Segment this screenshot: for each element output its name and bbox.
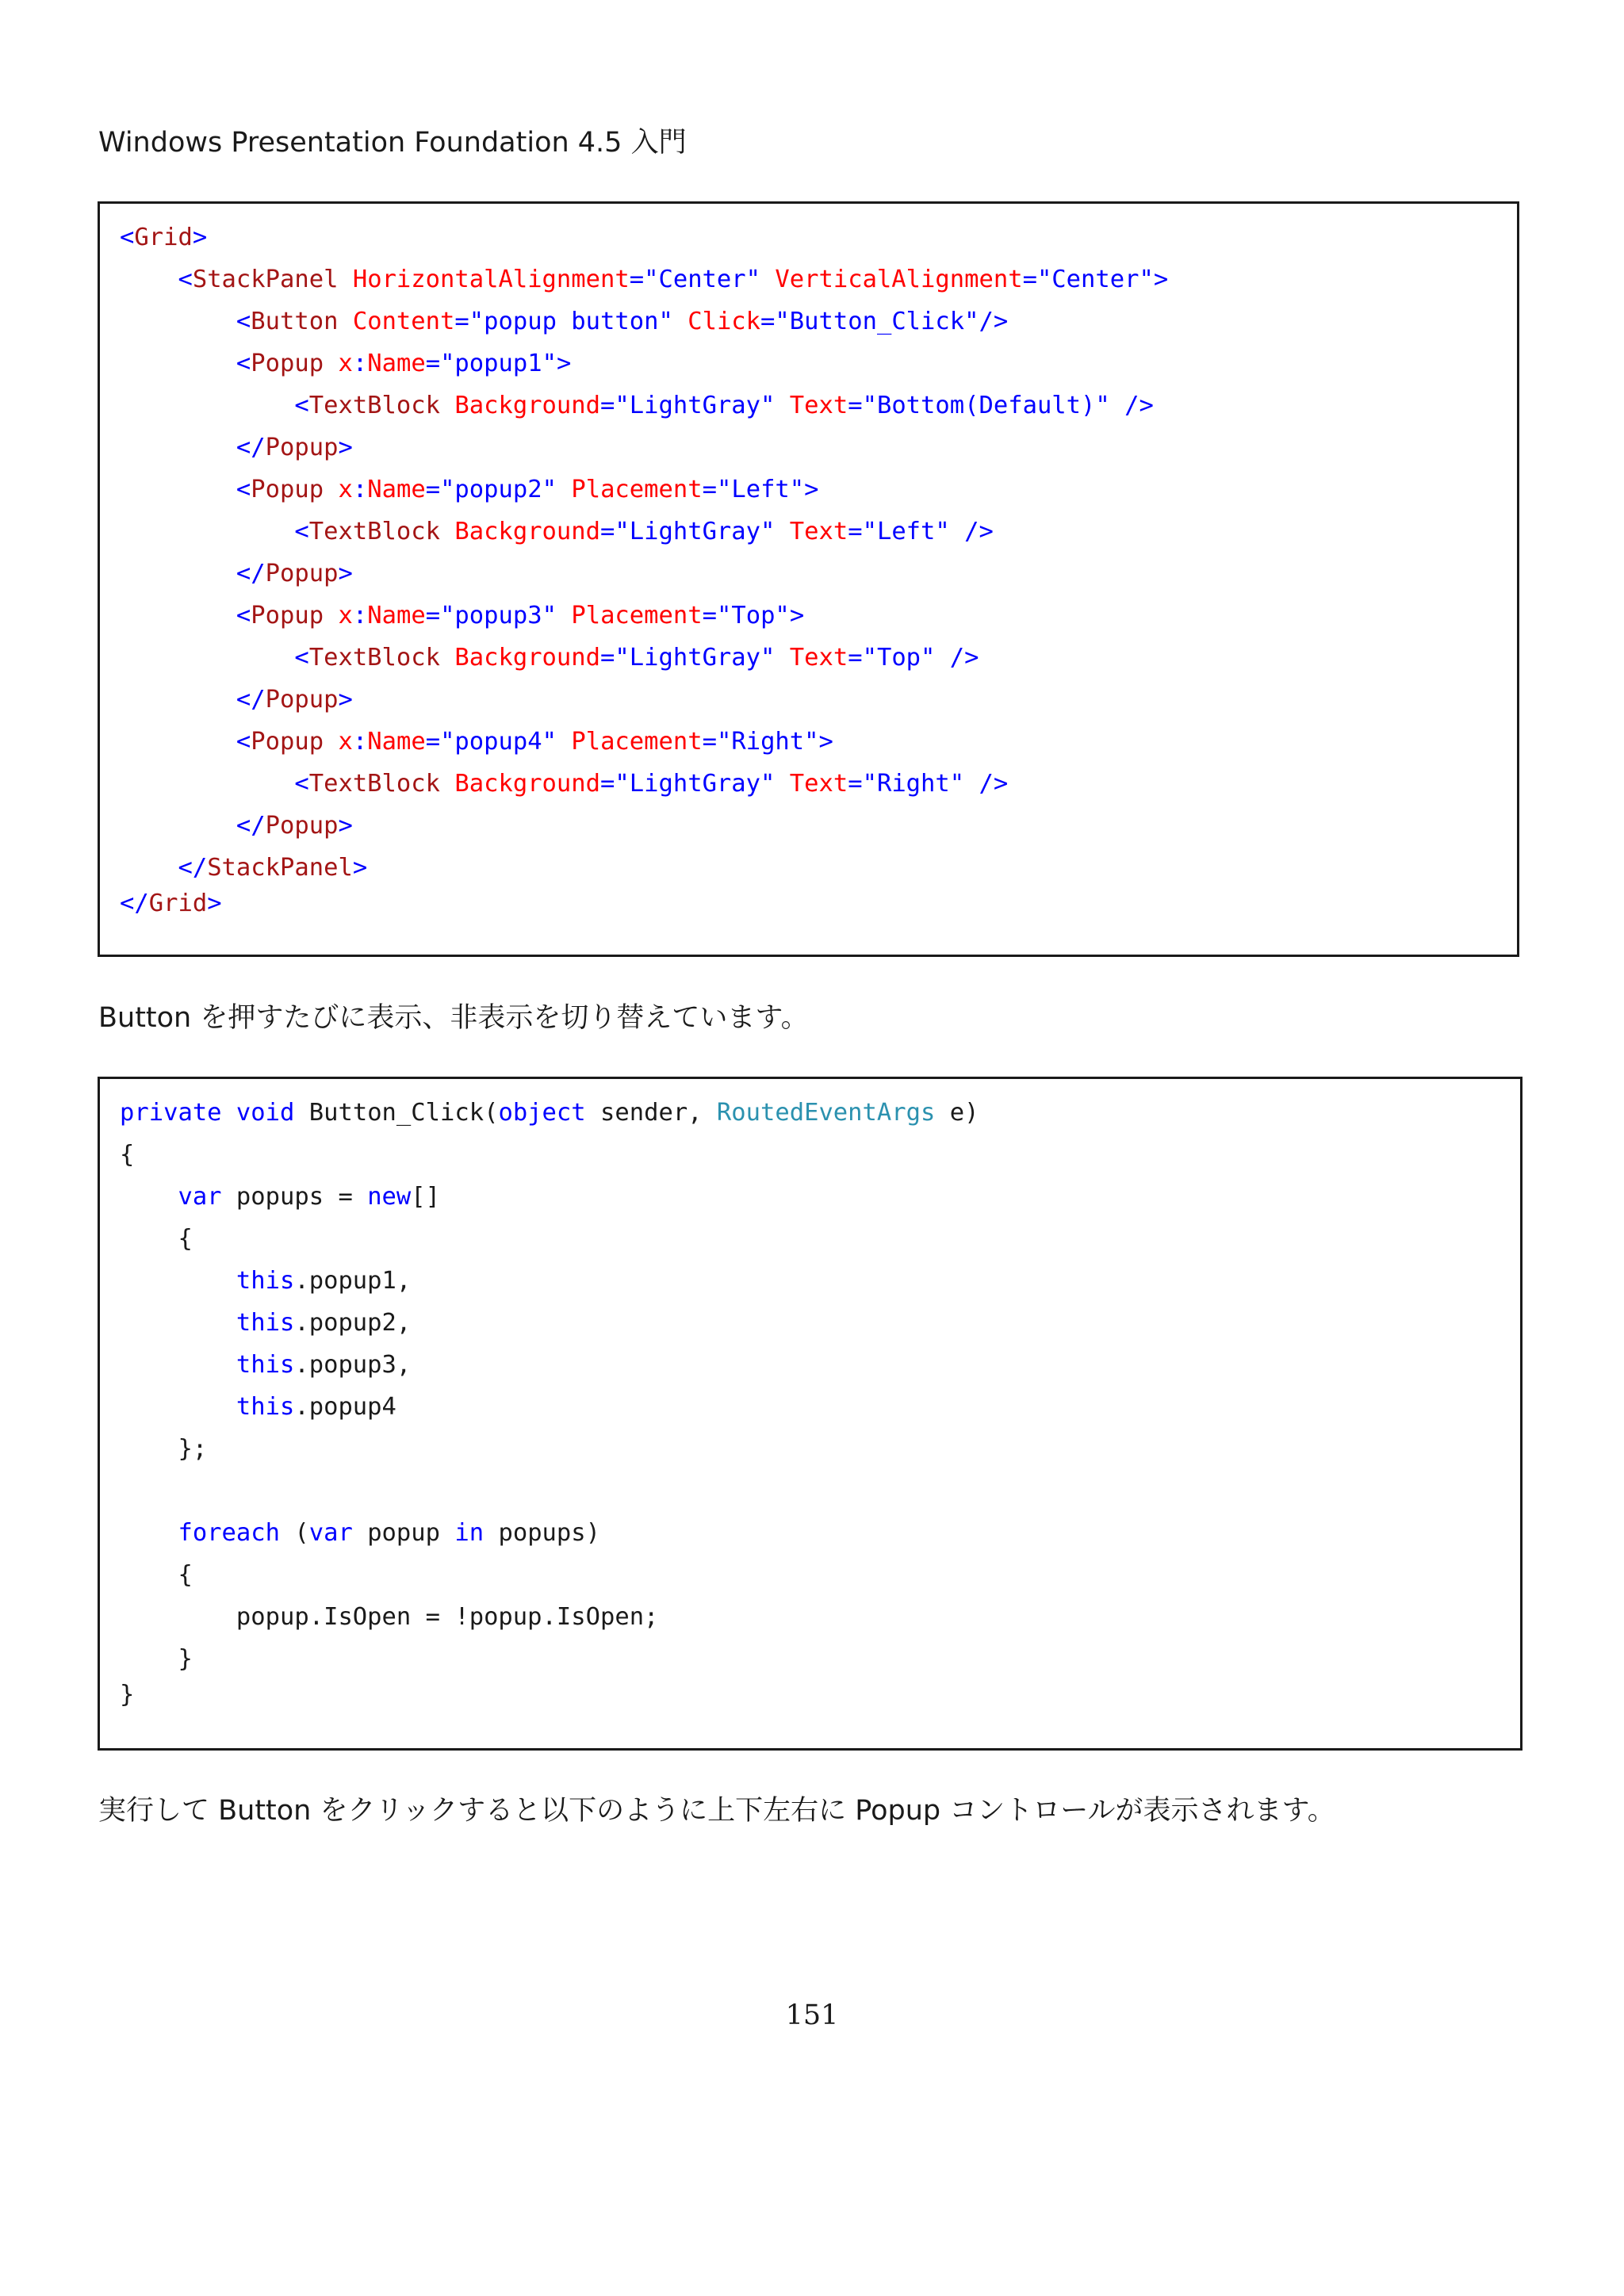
- paragraph-toggle-description: Button を押すたびに表示、非表示を切り替えています。: [98, 1002, 809, 1034]
- xaml-code-token: [338, 266, 352, 293]
- xaml-code-token: Background: [454, 770, 601, 798]
- xaml-code-token: [120, 518, 294, 545]
- csharp-code-line: [120, 1513, 600, 1554]
- csharp-code-token: foreach: [178, 1519, 280, 1547]
- csharp-code-token: private: [120, 1099, 222, 1127]
- csharp-code-token: in: [454, 1519, 485, 1547]
- xaml-code-token: TextBlock: [308, 392, 440, 419]
- xaml-code-token: Popup: [265, 686, 339, 714]
- xaml-code-token: <: [178, 266, 193, 293]
- xaml-code-token: "LightGray": [615, 392, 776, 419]
- csharp-code-token: popups =: [221, 1183, 368, 1211]
- xaml-code-token: HorizontalAlignment: [352, 266, 630, 293]
- csharp-code-line: [120, 1093, 979, 1134]
- xaml-code-token: "popup1": [440, 350, 557, 377]
- xaml-code-token: <: [294, 644, 309, 672]
- xaml-code-token: [557, 728, 571, 756]
- xaml-code-token: =: [454, 308, 469, 335]
- xaml-code-token: =: [848, 392, 863, 419]
- xaml-code-token: Name: [367, 602, 426, 629]
- xaml-code-token: Text: [789, 644, 848, 672]
- xaml-code-token: [120, 812, 236, 840]
- csharp-code-token: this: [236, 1267, 295, 1295]
- xaml-code-token: Text: [789, 518, 848, 545]
- csharp-code-token: this: [236, 1351, 295, 1379]
- csharp-code-token: this: [236, 1309, 295, 1337]
- xaml-code-line: [120, 343, 571, 385]
- xaml-code-token: =: [760, 308, 776, 335]
- xaml-code-token: >: [804, 476, 819, 503]
- xaml-code-token: :: [352, 602, 368, 629]
- xaml-code-token: =: [848, 518, 863, 545]
- xaml-code-token: </: [178, 854, 208, 882]
- csharp-code-token: [120, 1351, 236, 1379]
- xaml-code-token: />: [964, 518, 994, 545]
- xaml-code-token: [557, 602, 571, 629]
- csharp-code-line: [120, 1177, 440, 1218]
- xaml-code-token: Background: [454, 518, 601, 545]
- xaml-code-token: TextBlock: [308, 518, 440, 545]
- xaml-code-token: [120, 854, 178, 882]
- xaml-code-line: [120, 259, 1168, 300]
- csharp-code-token: .popup4: [294, 1393, 396, 1421]
- csharp-code-token: void: [236, 1099, 295, 1127]
- csharp-code-line: [120, 1597, 658, 1638]
- csharp-code-token: e): [935, 1099, 979, 1127]
- xaml-code-token: Background: [454, 392, 601, 419]
- xaml-code-line: [120, 721, 833, 763]
- xaml-code-token: Click: [688, 308, 761, 335]
- xaml-code-token: Button: [251, 308, 339, 335]
- xaml-code-token: =: [600, 392, 615, 419]
- xaml-code-token: [338, 308, 352, 335]
- xaml-code-token: />: [1124, 392, 1154, 419]
- xaml-code-line: [120, 511, 994, 553]
- xaml-code-token: Popup: [251, 476, 324, 503]
- xaml-code-token: [324, 728, 338, 756]
- csharp-code-token: popups): [484, 1519, 601, 1547]
- xaml-code-token: >: [338, 686, 353, 714]
- xaml-code-line: [120, 469, 819, 511]
- xaml-code-token: =: [629, 266, 645, 293]
- xaml-code-token: Name: [367, 350, 426, 377]
- xaml-code-token: </: [236, 560, 266, 587]
- csharp-code-line: [120, 1135, 134, 1176]
- xaml-code-token: "LightGray": [615, 770, 776, 798]
- xaml-code-token: :: [352, 476, 368, 503]
- xaml-code-token: [120, 560, 236, 587]
- xaml-code-token: [324, 350, 338, 377]
- csharp-code-token: .popup3,: [294, 1351, 412, 1379]
- xaml-code-token: =: [425, 602, 441, 629]
- xaml-code-token: =: [425, 350, 441, 377]
- xaml-code-token: =: [702, 728, 717, 756]
- xaml-code-token: [440, 518, 454, 545]
- xaml-code-token: <: [120, 224, 135, 251]
- csharp-code-token: new: [367, 1183, 412, 1211]
- xaml-code-token: =: [702, 476, 717, 503]
- xaml-code-token: [440, 644, 454, 672]
- csharp-code-line: [120, 1261, 411, 1302]
- xaml-code-token: "Top": [862, 644, 936, 672]
- xaml-code-line: [120, 427, 353, 469]
- xaml-code-token: =: [1022, 266, 1037, 293]
- xaml-code-token: Placement: [571, 728, 703, 756]
- csharp-code-token: }: [120, 1645, 193, 1673]
- xaml-code-line: [120, 595, 804, 637]
- csharp-code-line: [120, 1387, 396, 1428]
- xaml-code-token: x: [338, 728, 353, 756]
- xaml-code-token: <: [236, 476, 251, 503]
- xaml-code-token: Popup: [265, 560, 339, 587]
- xaml-code-token: >: [352, 854, 368, 882]
- csharp-code-token: [120, 1183, 178, 1211]
- xaml-code-token: "Center": [644, 266, 761, 293]
- xaml-code-line: [120, 806, 353, 847]
- csharp-code-token: {: [120, 1561, 193, 1589]
- xaml-code-token: >: [789, 602, 805, 629]
- xaml-code-token: [775, 770, 789, 798]
- xaml-code-token: Grid: [148, 890, 208, 917]
- csharp-code-token: popup: [352, 1519, 455, 1547]
- xaml-code-block: [98, 201, 1519, 957]
- page-number: 151: [785, 1999, 839, 2031]
- xaml-code-token: [120, 308, 236, 335]
- csharp-code-block: [98, 1077, 1522, 1751]
- xaml-code-token: "LightGray": [615, 644, 776, 672]
- xaml-code-token: Popup: [265, 812, 339, 840]
- xaml-code-token: >: [192, 224, 208, 251]
- xaml-code-token: <: [294, 518, 309, 545]
- xaml-code-token: =: [600, 518, 615, 545]
- xaml-code-token: >: [818, 728, 833, 756]
- xaml-code-token: =: [702, 602, 717, 629]
- xaml-code-token: x: [338, 476, 353, 503]
- csharp-code-line: [120, 1429, 207, 1470]
- xaml-code-line: [120, 637, 979, 679]
- xaml-code-token: [760, 266, 775, 293]
- csharp-code-token: }: [120, 1681, 135, 1709]
- xaml-code-token: [950, 518, 964, 545]
- xaml-code-line: [120, 763, 1008, 805]
- xaml-code-token: =: [600, 770, 615, 798]
- xaml-code-token: >: [338, 812, 353, 840]
- xaml-code-token: Text: [789, 392, 848, 419]
- csharp-code-line: [120, 1345, 411, 1386]
- xaml-code-token: />: [979, 308, 1009, 335]
- xaml-code-token: Background: [454, 644, 601, 672]
- xaml-code-token: VerticalAlignment: [775, 266, 1023, 293]
- xaml-code-token: =: [425, 728, 441, 756]
- xaml-code-token: "popup4": [440, 728, 557, 756]
- csharp-code-line: [120, 1555, 193, 1596]
- csharp-code-token: object: [498, 1099, 586, 1127]
- xaml-code-token: x: [338, 602, 353, 629]
- xaml-code-token: <: [236, 308, 251, 335]
- xaml-code-token: "Right": [862, 770, 965, 798]
- csharp-code-token: };: [120, 1435, 208, 1463]
- csharp-code-token: .popup1,: [294, 1267, 412, 1295]
- xaml-code-token: =: [848, 644, 863, 672]
- xaml-code-token: </: [120, 890, 149, 917]
- xaml-code-token: "Button_Click": [775, 308, 979, 335]
- xaml-code-token: <: [236, 350, 251, 377]
- xaml-code-token: TextBlock: [308, 770, 440, 798]
- xaml-code-token: StackPanel: [192, 266, 339, 293]
- xaml-code-token: />: [949, 644, 979, 672]
- xaml-code-token: [120, 392, 294, 419]
- xaml-code-token: "popup button": [469, 308, 673, 335]
- xaml-code-token: [120, 770, 294, 798]
- csharp-code-token: .popup2,: [294, 1309, 412, 1337]
- xaml-code-token: "Right": [716, 728, 819, 756]
- csharp-code-token: {: [120, 1141, 135, 1169]
- xaml-code-token: />: [979, 770, 1009, 798]
- csharp-code-line: [120, 1219, 193, 1260]
- running-header: Windows Presentation Foundation 4.5 入門: [98, 127, 687, 159]
- xaml-code-token: [120, 350, 236, 377]
- csharp-code-line: [120, 1674, 134, 1716]
- xaml-code-token: </: [236, 812, 266, 840]
- xaml-code-token: TextBlock: [308, 644, 440, 672]
- csharp-code-line: [120, 1303, 411, 1344]
- csharp-code-token: []: [411, 1183, 441, 1211]
- xaml-code-token: [120, 728, 236, 756]
- xaml-code-token: Popup: [265, 434, 339, 461]
- xaml-code-token: "Bottom(Default)": [862, 392, 1110, 419]
- xaml-code-token: "LightGray": [615, 518, 776, 545]
- xaml-code-token: <: [236, 728, 251, 756]
- xaml-code-token: Placement: [571, 476, 703, 503]
- xaml-code-token: Name: [367, 476, 426, 503]
- xaml-code-token: [1110, 392, 1124, 419]
- csharp-code-token: [222, 1099, 236, 1127]
- csharp-code-token: popup.IsOpen = !popup.IsOpen;: [120, 1603, 659, 1631]
- xaml-code-token: [120, 434, 236, 461]
- xaml-code-token: Popup: [251, 602, 324, 629]
- xaml-code-token: </: [236, 686, 266, 714]
- xaml-code-token: [120, 602, 236, 629]
- xaml-code-token: :: [352, 728, 368, 756]
- xaml-code-token: "popup3": [440, 602, 557, 629]
- xaml-code-token: [935, 644, 949, 672]
- xaml-code-token: >: [207, 890, 222, 917]
- csharp-code-token: [120, 1309, 236, 1337]
- xaml-code-line: [120, 217, 207, 258]
- csharp-code-token: [120, 1519, 178, 1547]
- csharp-code-token: [120, 1393, 236, 1421]
- xaml-code-token: "popup2": [440, 476, 557, 503]
- xaml-code-line: [120, 385, 1154, 427]
- xaml-code-token: [440, 392, 454, 419]
- xaml-code-token: "Center": [1036, 266, 1154, 293]
- csharp-code-token: {: [120, 1225, 193, 1253]
- xaml-code-token: >: [556, 350, 572, 377]
- xaml-code-token: =: [425, 476, 441, 503]
- csharp-code-token: var: [308, 1519, 353, 1547]
- xaml-code-line: [120, 553, 353, 595]
- xaml-code-token: Name: [367, 728, 426, 756]
- xaml-code-token: <: [294, 770, 309, 798]
- xaml-code-token: >: [1153, 266, 1169, 293]
- xaml-code-token: Grid: [134, 224, 193, 251]
- xaml-code-token: Text: [789, 770, 848, 798]
- xaml-code-token: Popup: [251, 350, 324, 377]
- xaml-code-token: x: [338, 350, 353, 377]
- xaml-code-token: Placement: [571, 602, 703, 629]
- xaml-code-token: <: [294, 392, 309, 419]
- xaml-code-token: =: [848, 770, 863, 798]
- xaml-code-token: "Top": [716, 602, 790, 629]
- xaml-code-token: Content: [352, 308, 455, 335]
- xaml-code-token: :: [352, 350, 368, 377]
- xaml-code-line: [120, 679, 353, 721]
- xaml-code-token: [673, 308, 688, 335]
- csharp-code-token: var: [178, 1183, 222, 1211]
- xaml-code-token: Popup: [251, 728, 324, 756]
- paragraph-run-description: 実行して Button をクリックすると以下のように上下左右に Popup コントロールが表示されます。: [98, 1795, 1335, 1827]
- csharp-code-token: this: [236, 1393, 295, 1421]
- xaml-code-token: [557, 476, 571, 503]
- xaml-code-token: [324, 602, 338, 629]
- csharp-code-token: Button_Click(: [294, 1099, 499, 1127]
- xaml-code-token: [120, 686, 236, 714]
- xaml-code-token: [120, 476, 236, 503]
- xaml-code-token: [120, 644, 294, 672]
- csharp-code-token: RoutedEventArgs: [716, 1099, 936, 1127]
- xaml-code-token: "Left": [716, 476, 805, 503]
- xaml-code-token: >: [338, 560, 353, 587]
- csharp-code-token: (: [280, 1519, 309, 1547]
- xaml-code-token: =: [600, 644, 615, 672]
- xaml-code-token: StackPanel: [207, 854, 353, 882]
- xaml-code-line: [120, 301, 1008, 342]
- xaml-code-token: <: [236, 602, 251, 629]
- xaml-code-token: </: [236, 434, 266, 461]
- xaml-code-token: [775, 392, 789, 419]
- xaml-code-token: [775, 644, 789, 672]
- xaml-code-token: [964, 770, 979, 798]
- xaml-code-line: [120, 883, 222, 924]
- csharp-code-token: sender,: [585, 1099, 717, 1127]
- xaml-code-token: [775, 518, 789, 545]
- xaml-code-token: >: [338, 434, 353, 461]
- xaml-code-token: [440, 770, 454, 798]
- csharp-code-token: [120, 1267, 236, 1295]
- xaml-code-token: [120, 266, 178, 293]
- xaml-code-token: "Left": [862, 518, 950, 545]
- xaml-code-token: [324, 476, 338, 503]
